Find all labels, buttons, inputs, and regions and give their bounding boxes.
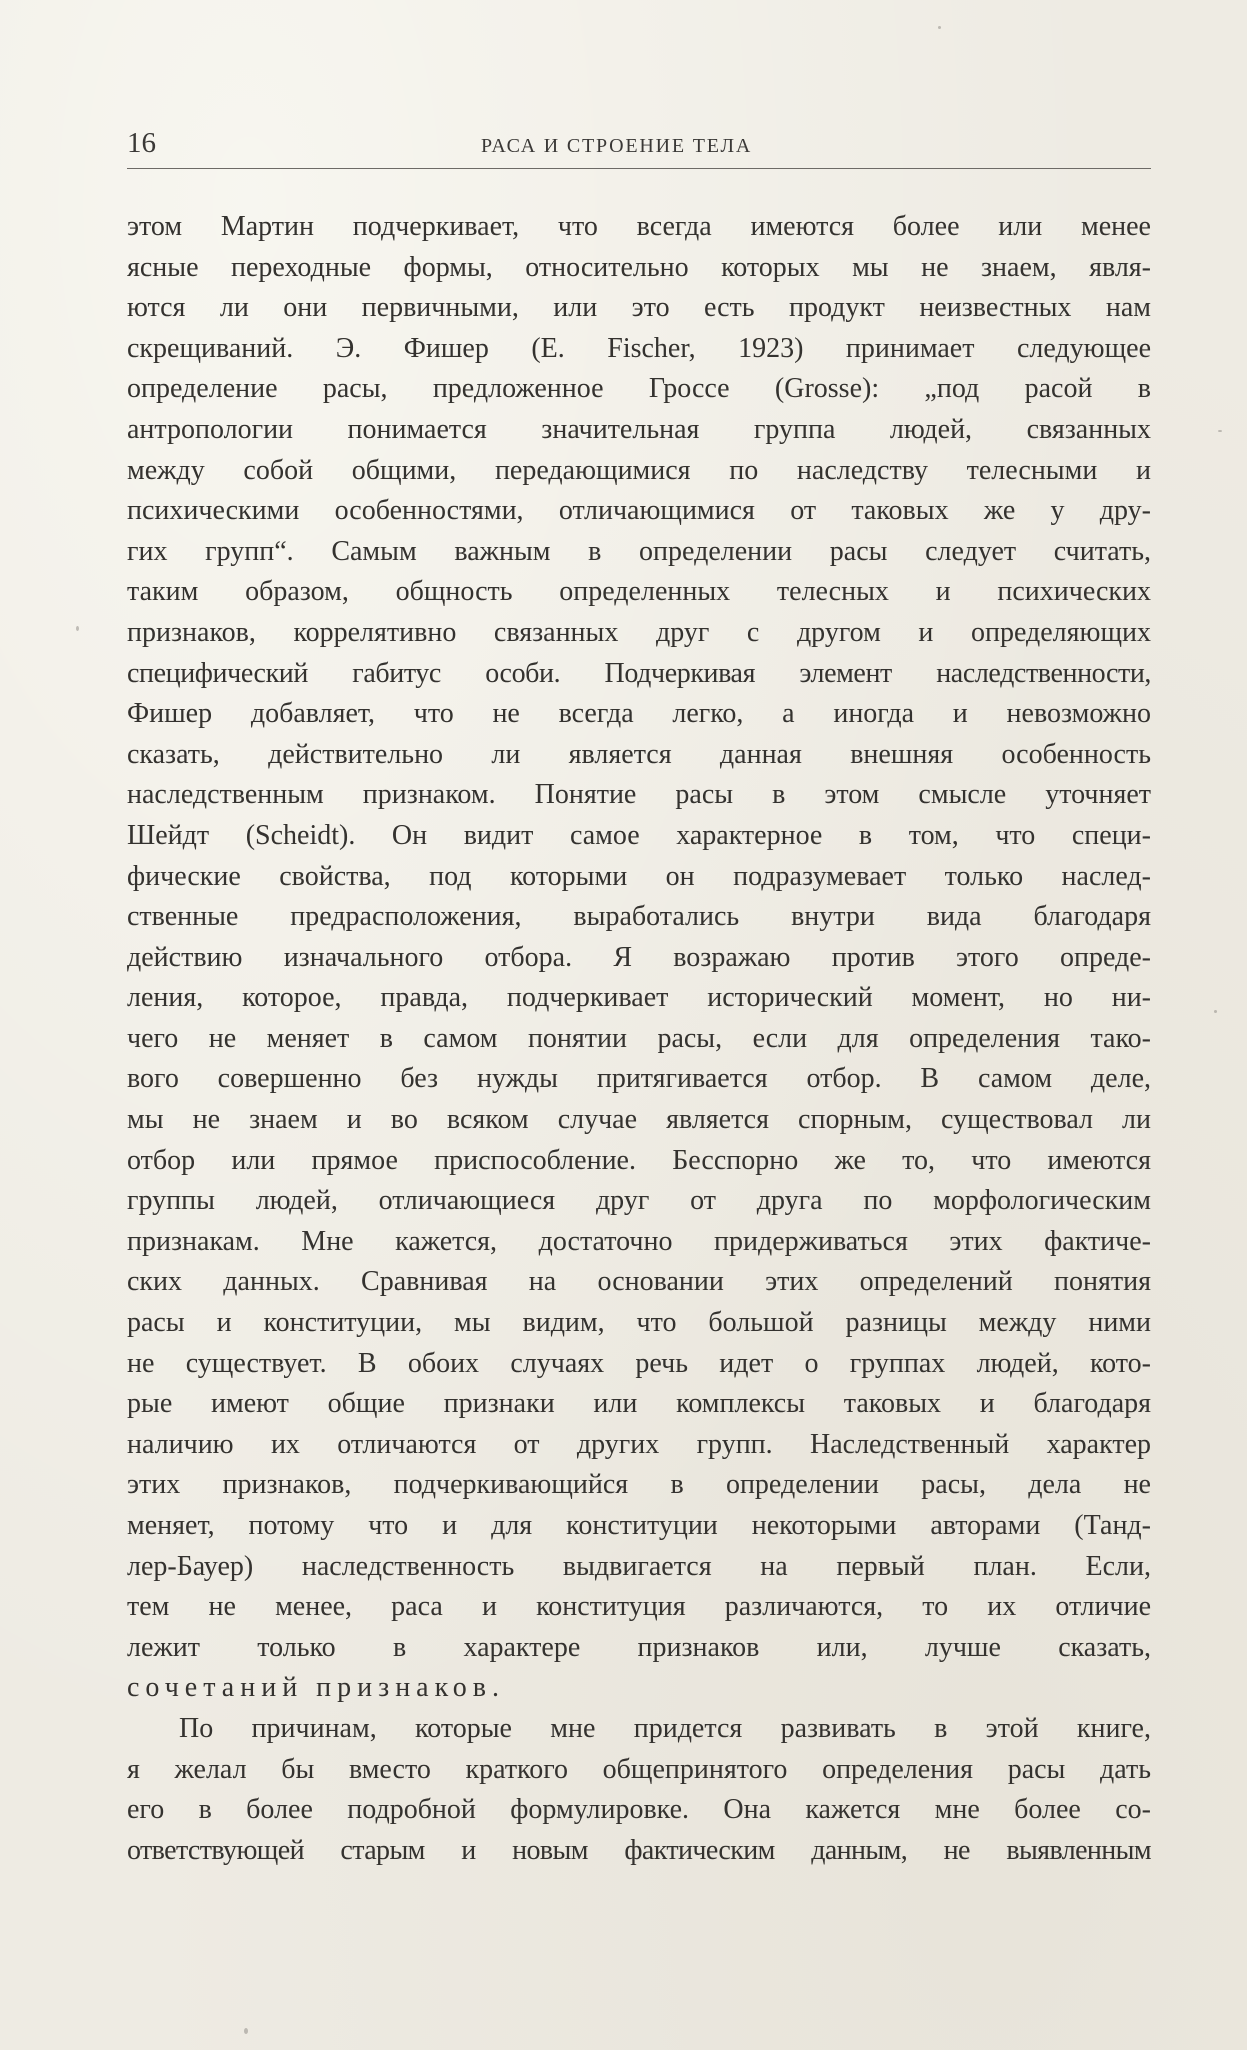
page-number: 16 bbox=[127, 127, 156, 159]
text-line: не существует. В обоих случаях речь идет о группах людей, кото- bbox=[127, 1347, 1151, 1379]
text-line: определение расы, предложенное Гроссе (Grosse): „под расой в bbox=[127, 373, 1151, 405]
paper-speck bbox=[1218, 430, 1222, 432]
text-line: этом Мартин подчеркивает, что всегда имеются более или менее bbox=[127, 211, 1151, 242]
text-line: антропологии понимается значительная группа людей, связанных bbox=[127, 413, 1151, 445]
paragraph-1 bbox=[127, 207, 1151, 1709]
text-line: отбор или прямое приспособление. Бесспорно же то, что имеются bbox=[127, 1144, 1151, 1176]
text-line: ются ли они первичными, или это есть продукт неизвестных нам bbox=[127, 292, 1151, 324]
text-line: гих групп“. Самым важным в определении расы следует считать, bbox=[127, 535, 1151, 567]
text-line: ления, которое, правда, подчеркивает исторический момент, но ни- bbox=[127, 982, 1151, 1014]
running-head: РАСА И СТРОЕНИЕ ТЕЛА bbox=[481, 135, 753, 157]
text-line: психическими особенностями, отличающимися от таковых же у дру- bbox=[127, 495, 1151, 527]
text-line: наличию их отличаются от других групп. Наследственный характер bbox=[127, 1428, 1151, 1460]
spaced-emphasis-line: сочетаний признаков. bbox=[127, 1672, 506, 1704]
text-line: ясные переходные формы, относительно которых мы не знаем, явля- bbox=[127, 251, 1151, 283]
text-line: между собой общими, передающимися по наследству телесными и bbox=[127, 454, 1151, 486]
paper-speck bbox=[1214, 1010, 1217, 1013]
paper-speck bbox=[76, 626, 79, 631]
text-line: специфический габитус особи. Подчеркивая элемент наследственности, bbox=[127, 657, 1151, 689]
text-line: наследственным признаком. Понятие расы в этом смысле уточняет bbox=[127, 779, 1151, 811]
paper-speck bbox=[244, 2028, 248, 2034]
text-line: признаков, коррелятивно связанных друг с другом и определяющих bbox=[127, 616, 1151, 648]
text-line: меняет, потому что и для конституции некоторыми авторами (Танд- bbox=[127, 1510, 1151, 1541]
text-line: мы не знаем и во всяком случае является спорным, существовал ли bbox=[127, 1104, 1151, 1136]
text-line: рые имеют общие признаки или комплексы таковых и благодаря bbox=[127, 1388, 1151, 1420]
paper-speck bbox=[938, 26, 941, 29]
text-line: ских данных. Сравнивая на основании этих определений понятия bbox=[127, 1266, 1151, 1298]
text-line: действию изначального отбора. Я возражаю против этого опреде- bbox=[127, 941, 1151, 973]
text-line: Шейдт (Scheidt). Он видит самое характерное в том, что специ- bbox=[127, 819, 1151, 851]
text-line: чего не меняет в самом понятии расы, если для определения тако- bbox=[127, 1022, 1151, 1054]
text-line: сказать, действительно ли является данная внешняя особенность bbox=[127, 738, 1151, 770]
body-text bbox=[127, 207, 1151, 1871]
text-line: Фишер добавляет, что не всегда легко, а иногда и невозможно bbox=[127, 698, 1151, 730]
text-line: расы и конституции, мы видим, что большой разницы между ними bbox=[127, 1307, 1151, 1339]
text-line: фические свойства, под которыми он подразумевает только наслед- bbox=[127, 860, 1151, 892]
text-line: ответствующей старым и новым фактическим данным, не выявленным bbox=[127, 1834, 1151, 1866]
paragraph-2 bbox=[127, 1709, 1151, 1871]
text-line: лер-Бауер) наследственность выдвигается на первый план. Если, bbox=[127, 1550, 1151, 1582]
text-line: этих признаков, подчеркивающийся в определении расы, дела не bbox=[127, 1469, 1151, 1501]
text-line: вого совершенно без нужды притягивается отбор. В самом деле, bbox=[127, 1063, 1151, 1095]
page-header bbox=[127, 124, 1151, 169]
text-line: таким образом, общность определенных телесных и психических bbox=[127, 576, 1151, 608]
text-line: я желал бы вместо краткого общепринятого определения расы дать bbox=[127, 1753, 1151, 1785]
text-line: его в более подробной формулировке. Она кажется мне более со- bbox=[127, 1794, 1151, 1826]
text-line: скрещиваний. Э. Фишер (E. Fischer, 1923) принимает следующее bbox=[127, 332, 1151, 364]
text-line: лежит только в характере признаков или, лучше сказать, bbox=[127, 1631, 1151, 1663]
text-line: группы людей, отличающиеся друг от друга по морфологическим bbox=[127, 1185, 1151, 1217]
text-line: По причинам, которые мне придется развивать в этой книге, bbox=[179, 1712, 1151, 1744]
text-line: ственные предрасположения, выработались внутри вида благодаря bbox=[127, 901, 1151, 933]
text-line: тем не менее, раса и конституция различаются, то их отличие bbox=[127, 1591, 1151, 1623]
text-line: признакам. Мне кажется, достаточно придерживаться этих фактиче- bbox=[127, 1225, 1151, 1257]
